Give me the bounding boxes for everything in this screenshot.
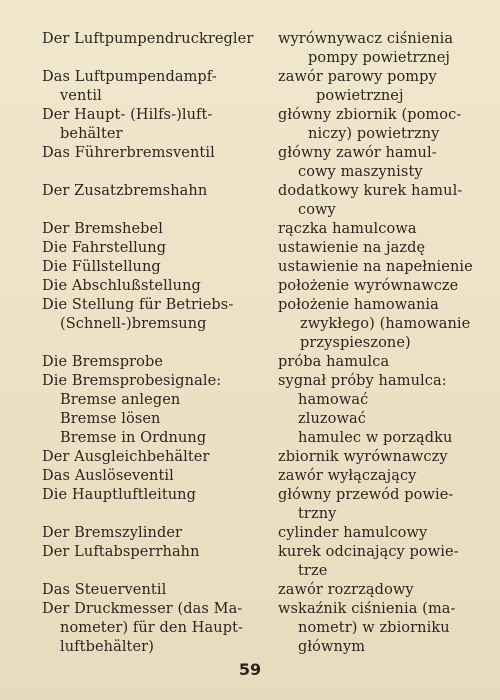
polish-translation: zawór rozrządowy <box>278 582 414 598</box>
german-term: Das Auslöseventil <box>42 468 174 484</box>
german-term: Die Abschlußstellung <box>42 278 201 294</box>
polish-translation: rączka hamulcowa <box>278 221 417 237</box>
polish-translation-continued: nometr) w zbiorniku <box>298 620 450 636</box>
polish-translation-continued: pompy powietrznej <box>308 50 450 66</box>
german-term: Die Bremsprobe <box>42 354 164 370</box>
german-term-continued: nometer) für den Haupt- <box>60 620 243 636</box>
german-term-continued: (Schnell-)bremsung <box>60 316 207 332</box>
polish-translation-continued: cowy maszynisty <box>298 164 423 180</box>
polish-translation: zbiornik wyrównawczy <box>278 449 448 465</box>
german-term: Die Hauptluftleitung <box>42 487 197 503</box>
german-subterm: Bremse lösen <box>60 411 161 427</box>
polish-translation-continued: głównym <box>298 639 366 655</box>
german-term: Die Füllstellung <box>42 259 161 275</box>
german-term: Die Bremsprobesignale: <box>42 373 222 389</box>
polish-translation-continued: trzny <box>298 506 337 522</box>
german-term: Die Stellung für Betriebs- <box>42 297 234 313</box>
polish-subtranslation: hamować <box>298 392 369 408</box>
polish-translation: zawór wyłączający <box>278 468 417 484</box>
german-term: Der Haupt- (Hilfs-)luft- <box>42 107 213 123</box>
polish-translation: cylinder hamulcowy <box>278 525 428 541</box>
german-term: Der Zusatzbremshahn <box>42 183 208 199</box>
german-term: Der Luftabsperrhahn <box>42 544 200 560</box>
polish-translation-continued: zwykłego) (hamowanie <box>300 316 471 332</box>
polish-translation: kurek odcinający powie- <box>278 544 459 560</box>
polish-translation: ustawienie na napełnienie <box>278 259 473 275</box>
polish-translation: położenie hamowania <box>278 297 439 313</box>
german-term: Der Ausgleichbehälter <box>42 449 210 465</box>
german-term: Der Bremshebel <box>42 221 163 237</box>
polish-translation-continued: niczy) powietrzny <box>308 126 440 142</box>
german-term: Die Fahrstellung <box>42 240 167 256</box>
polish-translation: próba hamulca <box>278 354 390 370</box>
german-term: Der Druckmesser (das Ma- <box>42 601 243 617</box>
german-term: Der Luftpumpendruckregler <box>42 31 254 47</box>
german-term: Das Führerbremsventil <box>42 145 215 161</box>
german-term-continued: ventil <box>60 88 102 104</box>
polish-translation: główny zawór hamul- <box>278 145 437 161</box>
polish-translation: główny przewód powie- <box>278 487 454 503</box>
german-term: Das Steuerventil <box>42 582 167 598</box>
german-term-continued: behälter <box>60 126 123 142</box>
polish-translation: główny zbiornik (pomoc- <box>278 107 462 123</box>
polish-subtranslation: zluzować <box>298 411 366 427</box>
polish-translation: sygnał próby hamulca: <box>278 373 447 389</box>
german-term: Der Bremszylinder <box>42 525 183 541</box>
polish-translation: ustawienie na jazdę <box>278 240 426 256</box>
polish-translation-continued: powietrznej <box>316 88 404 104</box>
german-term: Das Luftpumpendampf- <box>42 69 217 85</box>
polish-translation: położenie wyrównawcze <box>278 278 459 294</box>
german-term-continued: luftbehälter) <box>60 639 154 655</box>
polish-translation-continued: cowy <box>298 202 336 218</box>
polish-translation: dodatkowy kurek hamul- <box>278 183 463 199</box>
polish-translation-continued: przyspieszone) <box>300 335 411 351</box>
polish-translation: zawór parowy pompy <box>278 69 437 85</box>
polish-subtranslation: hamulec w porządku <box>298 430 453 446</box>
page-number: 59 <box>238 660 262 679</box>
german-subterm: Bremse anlegen <box>60 392 181 408</box>
polish-translation-continued: trze <box>298 563 328 579</box>
polish-translation: wyrównywacz ciśnienia <box>278 31 454 47</box>
polish-translation: wskaźnik ciśnienia (ma- <box>278 601 456 617</box>
german-subterm: Bremse in Ordnung <box>60 430 207 446</box>
